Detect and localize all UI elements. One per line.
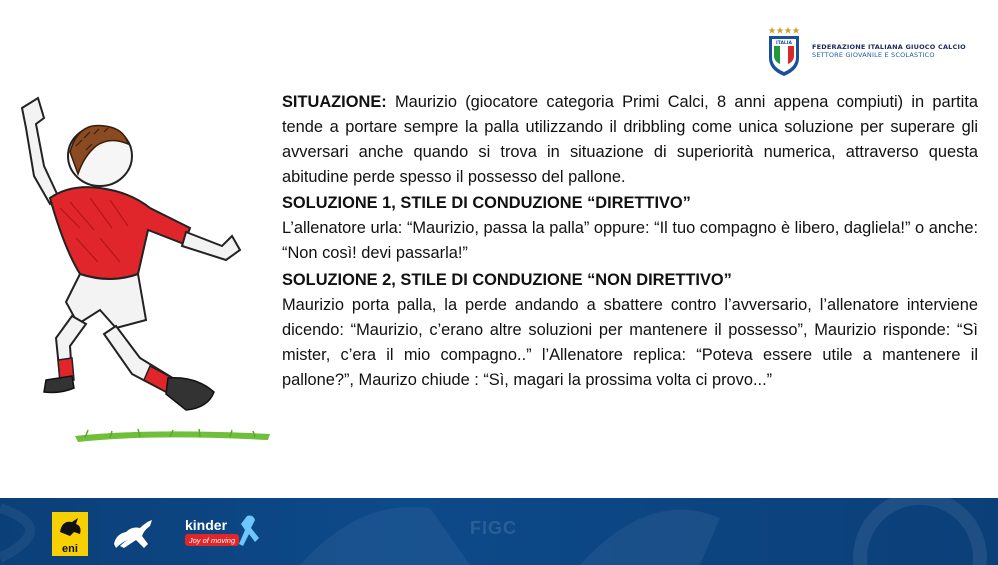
solution1-text: L’allenatore urla: “Maurizio, passa la palla” oppure: “Il tuo compagno è libero, dagliela!” o anche: “Non così! devi passarla!”: [282, 219, 978, 262]
content-block: [282, 90, 978, 393]
kinder-label: kinder: [185, 517, 228, 533]
footer-bar: [0, 498, 998, 565]
eni-logo-icon: [52, 512, 88, 556]
solution2-heading: SOLUZIONE 2, STILE DI CONDUZIONE “NON DIRETTIVO”: [282, 271, 732, 289]
puma-logo-icon: [110, 514, 158, 554]
footer-watermark: FIGC: [470, 518, 517, 538]
figc-org-name: [812, 43, 966, 59]
eni-label: eni: [62, 543, 78, 555]
shield-label: ITALIA: [776, 41, 792, 46]
figc-logo: [766, 24, 966, 78]
org-line2: SETTORE GIOVANILE E SCOLASTICO: [812, 51, 935, 59]
situation-paragraph: [282, 90, 978, 190]
kinder-tagline: Joy of moving: [188, 536, 236, 545]
player-illustration: [0, 88, 280, 448]
kinder-logo-icon: [183, 512, 265, 556]
figc-shield-icon: [766, 24, 802, 78]
situation-label: SITUAZIONE:: [282, 93, 387, 111]
situation-text: Maurizio (giocatore categoria Primi Calci, 8 anni appena compiuti) in partita tende a portare sempre la palla utilizzando il dribbling come unica soluzione per superare gli avversari anche quando si trova in situazione di superiorità numerica, attraverso questa abitudine perde spesso il possesso del pallone.: [282, 93, 978, 186]
solution2-text: Maurizio porta palla, la perde andando a sbattere contro l’avversario, l’allenatore interviene dicendo: “Maurizio, c’erano altre soluzioni per mantenere il possesso”, Maurizio risponde: “Sì mister, c’era il mio compagno..” l’Allenatore replica: “Poteva essere utile a mantenere il pallone?”, Maurizo chiude : “Sì, magari la prossima volta ci provo...”: [282, 296, 978, 389]
org-line1: FEDERAZIONE ITALIANA GIUOCO CALCIO: [812, 43, 966, 51]
solution1-heading: SOLUZIONE 1, STILE DI CONDUZIONE “DIRETTIVO”: [282, 194, 691, 212]
